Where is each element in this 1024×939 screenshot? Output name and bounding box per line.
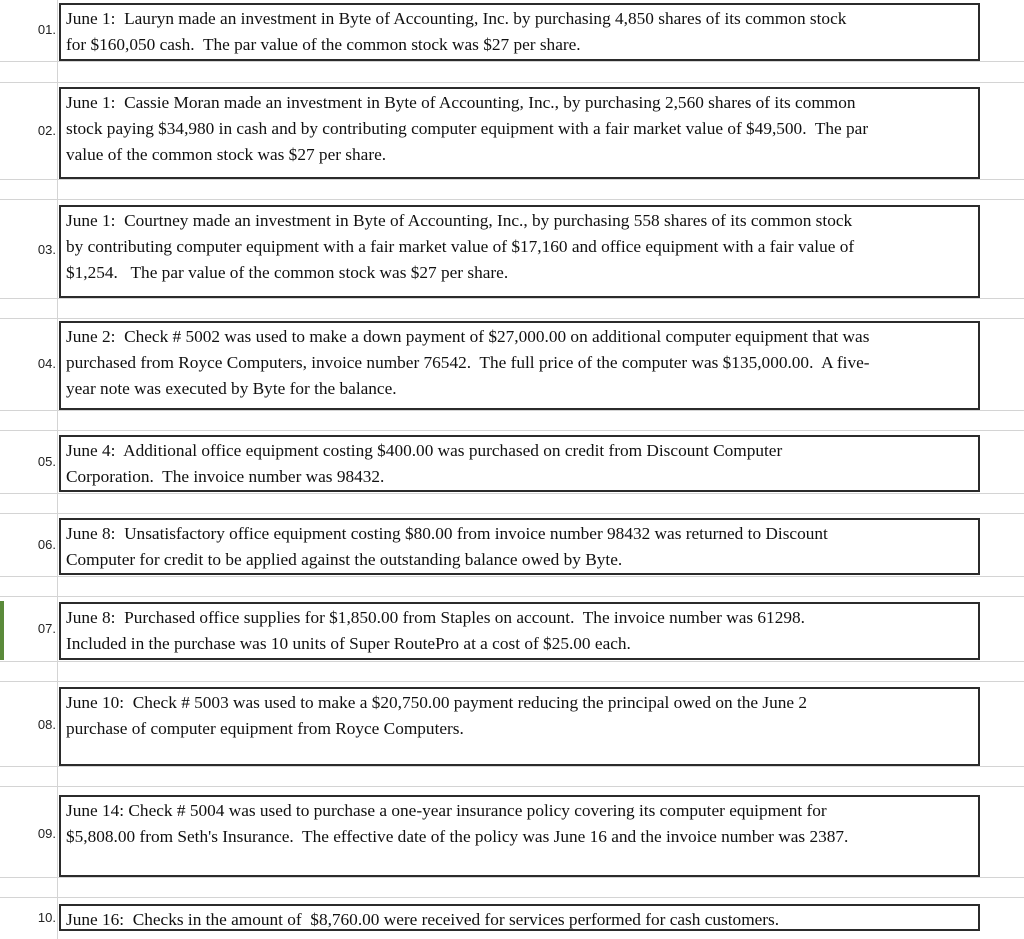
grid-line [0, 298, 1024, 299]
transaction-text-line: Computer for credit to be applied against the outstanding balance owed by Byte. [66, 550, 623, 569]
grid-line [0, 576, 1024, 577]
grid-line [0, 430, 1024, 431]
row-number: 06. [37, 536, 56, 552]
transaction-cell[interactable] [59, 205, 980, 298]
transaction-text-line: June 2: Check # 5002 was used to make a down payment of $27,000.00 on additional computer equipment that was [66, 327, 870, 346]
row-number: 03. [37, 241, 56, 257]
grid-line [0, 513, 1024, 514]
transaction-text-line: June 1: Cassie Moran made an investment in Byte of Accounting, Inc., by purchasing 2,560 shares of its common [66, 93, 856, 112]
transaction-cell[interactable] [59, 3, 980, 61]
transaction-text-line: purchase of computer equipment from Royce Computers. [66, 719, 464, 738]
grid-line [0, 410, 1024, 411]
grid-line [0, 199, 1024, 200]
transaction-text-line: $5,808.00 from Seth's Insurance. The effective date of the policy was June 16 and the invoice number was 2387. [66, 827, 849, 846]
transaction-cell[interactable] [59, 795, 980, 877]
row-number: 05. [37, 453, 56, 469]
grid-line [0, 179, 1024, 180]
row-number: 01. [37, 22, 56, 37]
transaction-cell[interactable] [59, 435, 980, 492]
grid-line [0, 877, 1024, 878]
transaction-cell[interactable] [59, 687, 980, 766]
column-divider [57, 0, 58, 939]
transaction-cell[interactable] [59, 518, 980, 575]
row-number: 10. [37, 909, 56, 925]
grid-line [0, 318, 1024, 319]
transaction-text-line: purchased from Royce Computers, invoice number 76542. The full price of the computer was $135,000.00. A five- [66, 353, 870, 372]
transaction-text-line: year note was executed by Byte for the balance. [66, 379, 397, 398]
transaction-cell[interactable] [59, 904, 980, 931]
transaction-text-line: June 10: Check # 5003 was used to make a $20,750.00 payment reducing the principal owed on the June 2 [66, 693, 808, 712]
row-number: 08. [37, 716, 56, 732]
transaction-text-line: by contributing computer equipment with a fair market value of $17,160 and office equipment with a fair value of [66, 237, 855, 256]
transaction-text-line: June 14: Check # 5004 was used to purchase a one-year insurance policy covering its computer equipment for [66, 801, 827, 820]
row-number: 04. [37, 355, 56, 371]
transaction-text-line: $1,254. The par value of the common stock was $27 per share. [66, 263, 509, 282]
transaction-text-line: for $160,050 cash. The par value of the common stock was $27 per share. [66, 35, 581, 54]
row-number: 02. [37, 123, 56, 138]
transaction-text-line: June 16: Checks in the amount of $8,760.00 were received for services performed for cash customers. [66, 910, 780, 929]
grid-line [0, 61, 1024, 62]
grid-line [0, 786, 1024, 787]
grid-line [0, 897, 1024, 898]
transaction-cell[interactable] [59, 87, 980, 179]
row-number: 07. [37, 621, 56, 636]
grid-line [0, 493, 1024, 494]
transaction-text-line: June 4: Additional office equipment costing $400.00 was purchased on credit from Discount Computer [66, 441, 783, 460]
grid-line [0, 766, 1024, 767]
transaction-text-line: value of the common stock was $27 per share. [66, 145, 387, 164]
grid-line [0, 596, 1024, 597]
transaction-text-line: June 1: Lauryn made an investment in Byte of Accounting, Inc. by purchasing 4,850 shares of its common stock [66, 9, 847, 28]
row-number: 09. [37, 826, 56, 841]
grid-line [0, 681, 1024, 682]
grid-line [0, 661, 1024, 662]
transaction-text-line: June 8: Purchased office supplies for $1,850.00 from Staples on account. The invoice number was 61298. [66, 608, 805, 627]
grid-line [0, 82, 1024, 83]
transaction-text-line: June 1: Courtney made an investment in Byte of Accounting, Inc., by purchasing 558 shares of its common stock [66, 211, 853, 230]
transaction-text-line: June 8: Unsatisfactory office equipment costing $80.00 from invoice number 98432 was returned to Discount [66, 524, 828, 543]
transaction-cell[interactable] [59, 321, 980, 410]
selected-row-indicator [0, 601, 4, 660]
transaction-text-line: Corporation. The invoice number was 98432. [66, 467, 385, 486]
transaction-text-line: stock paying $34,980 in cash and by contributing computer equipment with a fair market value of $49,500. The par [66, 119, 869, 138]
transaction-text-line: Included in the purchase was 10 units of Super RoutePro at a cost of $25.00 each. [66, 634, 631, 653]
transaction-cell[interactable] [59, 602, 980, 660]
